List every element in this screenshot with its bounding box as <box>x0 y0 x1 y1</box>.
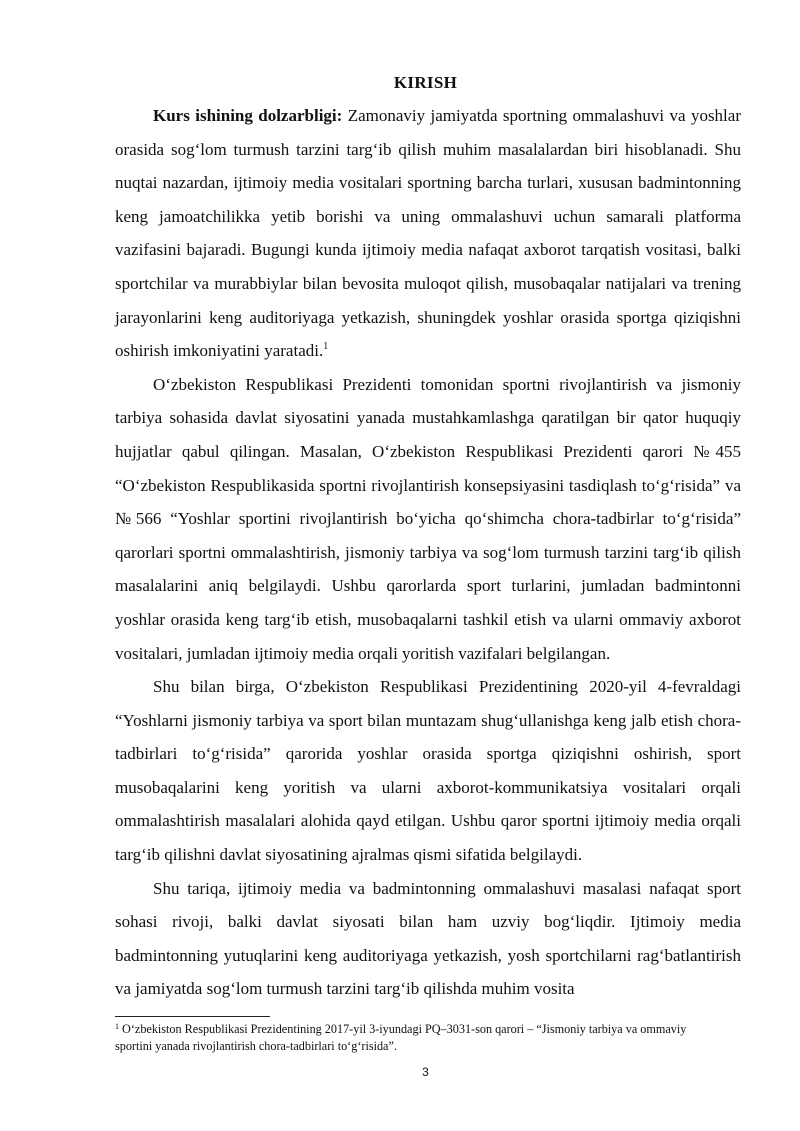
page-number: 3 <box>422 1065 429 1079</box>
paragraph-conclusion <box>115 872 741 1006</box>
paragraph-legal-documents <box>115 368 741 670</box>
paragraph-text: Shu tariqa, ijtimoiy media va badmintonning ommalashuvi masalasi nafaqat sport sohasi rivoji, balki davlat siyosati bilan ham uzviy bog‘liqdir. Ijtimoiy media badmintonning yutuqlarini keng auditoriyaga yetkazish, yosh sportchilarni rag‘batlantirish va jamiyatda sog‘lom turmush tarzini targ‘ib qilishda muhim vosita <box>115 878 741 999</box>
footnote-reference[interactable]: 1 <box>323 341 329 353</box>
footnote-text: O‘zbekiston Respublikasi Prezidentining 2017-yil 3-iyundagi PQ–3031-son qarori – “Jismoniy tarbiya va ommaviy sportini yanada rivojlantirish chora-tadbirlari to‘g‘risida”. <box>115 1022 687 1053</box>
paragraph-relevance <box>115 99 741 368</box>
footnote <box>115 1021 725 1054</box>
section-heading: KIRISH <box>393 73 458 92</box>
footnote-divider <box>115 1016 270 1017</box>
paragraph-text: Zamonaviy jamiyatda sportning ommalashuvi va yoshlar orasida sog‘lom turmush tarzini targ‘ib qilish muhim masalalardan biri hisoblanadi. Shu nuqtai nazardan, ijtimoiy media vositalari sportning barcha turlari, xususan badmintonning keng jamoatchilikka yetib borishi va uning ommalashuvi uchun samarali platforma vazifasini bajaradi. Bugungi kunda ijtimoiy media nafaqat axborot tarqatish vositasi, balki sportchilar va murabbiylar bilan bevosita muloqot qilish, musobaqalar natijalari va trening jarayonlarini keng auditoriyaga yetkazish, shuningdek yoshlar orasida sportga qiziqishni oshirish imkoniyatini yaratadi. <box>115 106 741 361</box>
footnote-number: 1 <box>115 1022 119 1031</box>
paragraph-text: O‘zbekiston Respublikasi Prezidenti tomonidan sportni rivojlantirish va jismoniy tarbiya sohasida davlat siyosatini yanada mustahkamlashga qaratilgan bir qator huquqiy hujjatlar qabul qilingan. Masalan, O‘zbekiston Respublikasi Prezidenti qarori №455 “O‘zbekiston Respublikasida sportni rivojlantirish konsepsiyasini tasdiqlash to‘g‘risida” va №566 “Yoshlar sportini rivojlantirish bo‘yicha qo‘shimcha chora-tadbirlar to‘g‘risida” qarorlari sportni ommalashtirish, jismoniy tarbiya va sog‘lom turmush tarzini targ‘ib qilish masalalarini aniq belgilaydi. Ushbu qarorlarda sport turlarini, jumladan badmintonni yoshlar orasida keng targ‘ib etish, musobaqalarni tashkil etish va ularni ommaviy axborot vositalari, jumladan ijtimoiy media orqali yoritish vazifalari belgilangan. <box>115 374 741 663</box>
body-text <box>115 99 741 1006</box>
paragraph-2020-decree <box>115 670 741 872</box>
paragraph-text: Shu bilan birga, O‘zbekiston Respublikasi Prezidentining 2020-yil 4-fevraldagi “Yoshlarni jismoniy tarbiya va sport bilan muntazam shug‘ullanishga keng jalb etish chora-tadbirlari to‘g‘risida” qarorida yoshlar orasida sportga qiziqishni oshirish, sport musobaqalarini keng yoritish va ularni axborot-kommunikatsiya vositalari orqali ommalashtirish masalalari alohida qayd etilgan. Ushbu qaror sportni ijtimoiy media orqali targ‘ib qilishni davlat siyosatining ajralmas qismi sifatida belgilaydi. <box>115 677 741 865</box>
paragraph-lead-label: Kurs ishining dolzarbligi: <box>153 106 343 125</box>
